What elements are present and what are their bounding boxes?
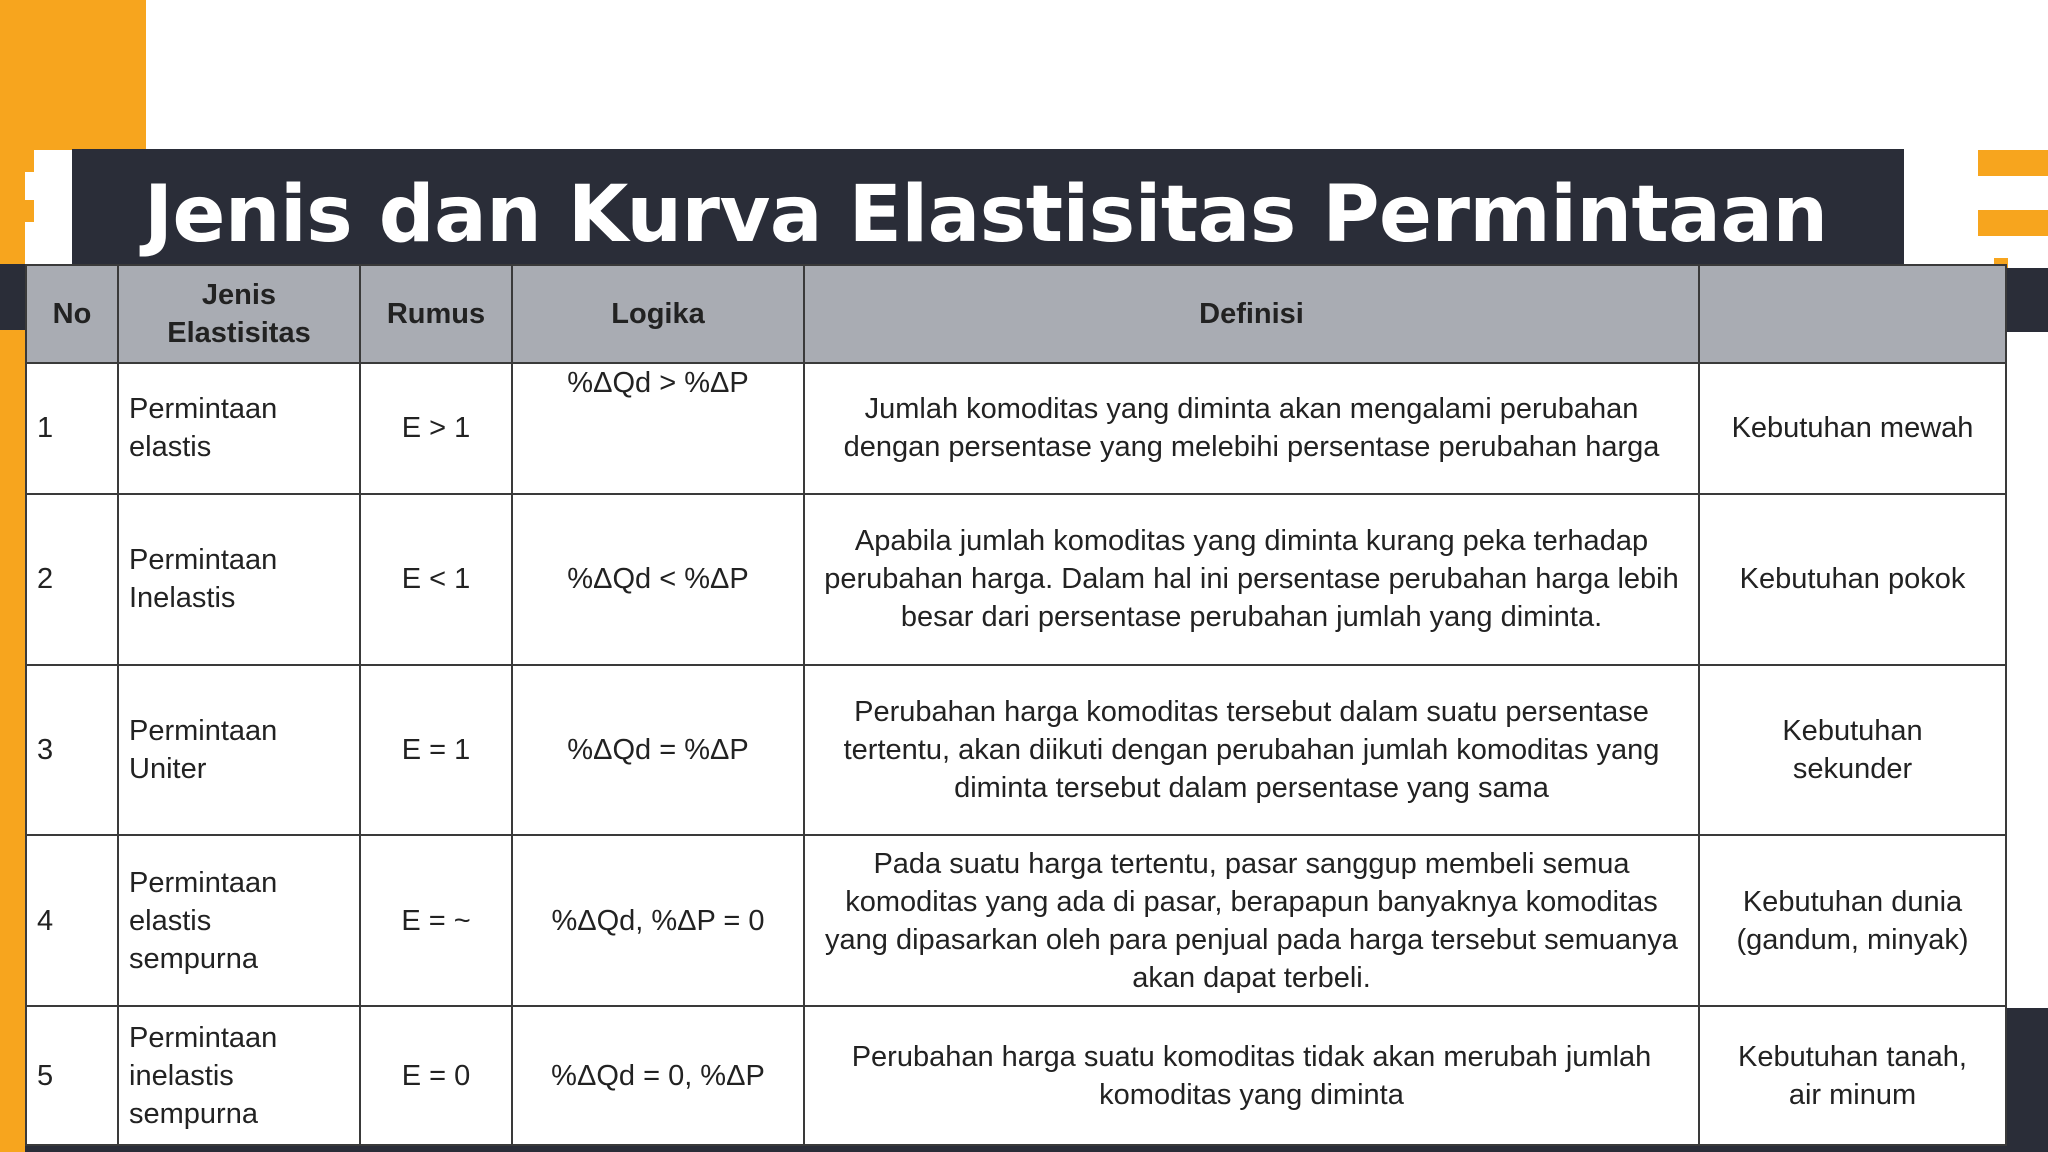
cell-jenis: Permintaan elastis sempurna xyxy=(118,835,360,1006)
cell-contoh: Kebutuhan dunia (gandum, minyak) xyxy=(1699,835,2006,1006)
cell-jenis: Permintaan elastis xyxy=(118,363,360,494)
cell-contoh: Kebutuhan mewah xyxy=(1699,363,2006,494)
table-row xyxy=(26,494,2006,665)
table-row xyxy=(26,835,2006,1006)
cell-contoh: Kebutuhan tanah, air minum xyxy=(1699,1006,2006,1145)
cell-logika: %ΔQd > %ΔP xyxy=(512,363,804,494)
header-rumus: Rumus xyxy=(360,265,512,363)
table-row xyxy=(26,665,2006,836)
cell-no: 5 xyxy=(26,1006,118,1145)
cell-definisi: Pada suatu harga tertentu, pasar sanggup membeli semua komoditas yang ada di pasar, berapapun banyaknya komoditas yang dipasarkan oleh para penjual pada harga tersebut semuanya akan dapat terbeli. xyxy=(804,835,1699,1006)
cell-rumus: E > 1 xyxy=(360,363,512,494)
cell-rumus: E = 1 xyxy=(360,665,512,836)
table-header-row xyxy=(26,265,2006,363)
cell-definisi: Perubahan harga suatu komoditas tidak akan merubah jumlah komoditas yang diminta xyxy=(804,1006,1699,1145)
cell-logika: %ΔQd, %ΔP = 0 xyxy=(512,835,804,1006)
page-title: Jenis dan Kurva Elastisitas Permintaan xyxy=(144,170,1828,260)
cell-jenis: Permintaan Uniter xyxy=(118,665,360,836)
dark-block-right-bottom xyxy=(2005,1008,2048,1152)
cell-logika: %ΔQd = 0, %ΔP xyxy=(512,1006,804,1145)
header-contoh xyxy=(1699,265,2006,363)
cell-logika: %ΔQd = %ΔP xyxy=(512,665,804,836)
cell-definisi: Apabila jumlah komoditas yang diminta kurang peka terhadap perubahan harga. Dalam hal ini persentase perubahan harga lebih besar dari persentase perubahan jumlah yang diminta. xyxy=(804,494,1699,665)
header-logika: Logika xyxy=(512,265,804,363)
cell-rumus: E < 1 xyxy=(360,494,512,665)
header-no: No xyxy=(26,265,118,363)
accent-stripe-right-2 xyxy=(1978,210,2048,236)
elasticity-table xyxy=(25,264,2007,1146)
cell-contoh: Kebutuhan sekunder xyxy=(1699,665,2006,836)
cell-no: 3 xyxy=(26,665,118,836)
cell-jenis: Permintaan inelastis sempurna xyxy=(118,1006,360,1145)
header-jenis: Jenis Elastisitas xyxy=(118,265,360,363)
cell-definisi: Perubahan harga komoditas tersebut dalam suatu persentase tertentu, akan diikuti dengan perubahan jumlah komoditas yang diminta tersebut dalam persentase yang sama xyxy=(804,665,1699,836)
cell-no: 1 xyxy=(26,363,118,494)
accent-stripe-left-2 xyxy=(0,200,34,222)
table-row xyxy=(26,363,2006,494)
cell-logika: %ΔQd < %ΔP xyxy=(512,494,804,665)
table-row xyxy=(26,1006,2006,1145)
cell-no: 2 xyxy=(26,494,118,665)
accent-block-top-left xyxy=(0,0,146,150)
header-definisi: Definisi xyxy=(804,265,1699,363)
accent-stripe-right-1 xyxy=(1978,150,2048,176)
cell-rumus: E = 0 xyxy=(360,1006,512,1145)
cell-definisi: Jumlah komoditas yang diminta akan mengalami perubahan dengan persentase yang melebihi persentase perubahan harga xyxy=(804,363,1699,494)
cell-contoh: Kebutuhan pokok xyxy=(1699,494,2006,665)
cell-rumus: E = ~ xyxy=(360,835,512,1006)
cell-jenis: Permintaan Inelastis xyxy=(118,494,360,665)
accent-stripe-left-1 xyxy=(0,150,34,172)
cell-no: 4 xyxy=(26,835,118,1006)
